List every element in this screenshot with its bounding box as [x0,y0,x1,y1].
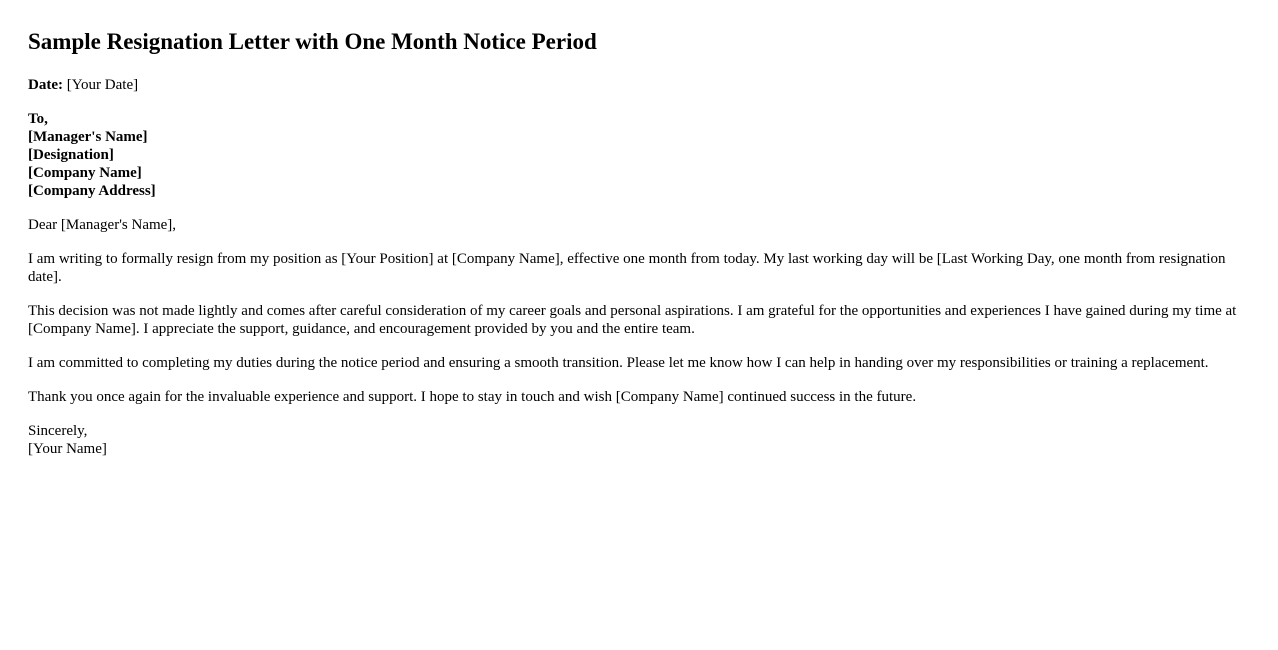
date-line [28,76,1250,94]
recipient-to: To, [28,111,48,127]
date-value: [Your Date] [66,77,139,93]
body-paragraph: This decision was not made lightly and comes after careful consideration of my career goals and personal aspirations. I am grateful for the opportunities and experiences I have gained during my time at [Company Name]. I appreciate the support, guidance, and encouragement provided by you and the entire team. [28,303,1237,337]
body-paragraph: Thank you once again for the invaluable experience and support. I hope to stay in touch and wish [Company Name] continued success in the future. [28,389,917,405]
recipient-company: [Company Name] [28,165,142,181]
page-title: Sample Resignation Letter with One Month Notice Period [28,29,597,54]
recipient-block [28,110,1250,200]
body-paragraph: I am committed to completing my duties during the notice period and ensuring a smooth transition. Please let me know how I can help in handing over my responsibilities or training a replacement. [28,355,1209,371]
closing-name: [Your Name] [28,441,107,457]
closing-block [28,422,1250,458]
date-label: Date: [28,77,63,93]
salutation: Dear [Manager's Name], [28,217,177,233]
recipient-designation: [Designation] [28,147,114,163]
recipient-name: [Manager's Name] [28,129,148,145]
recipient-address: [Company Address] [28,183,156,199]
closing-signoff: Sincerely, [28,423,88,439]
body-paragraph: I am writing to formally resign from my position as [Your Position] at [Company Name], effective one month from today. My last working day will be [Last Working Day, one month from resignation date]. [28,251,1226,285]
